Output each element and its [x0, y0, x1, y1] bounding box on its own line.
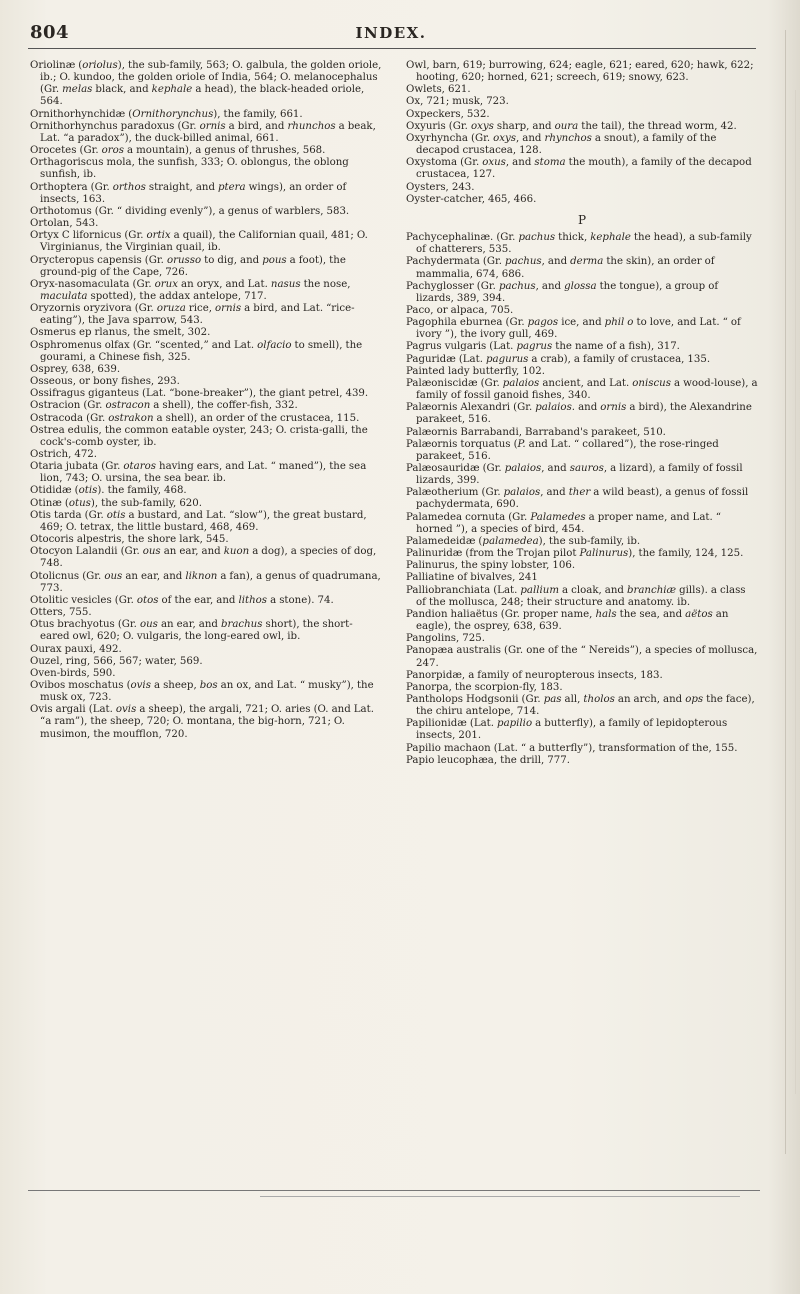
index-entry: Ourax pauxi, 492. — [30, 643, 122, 655]
index-entry: Palæornis Barrabandi, Barraband's parakeet, 510. — [406, 426, 666, 438]
section-letter-p: P — [577, 212, 587, 227]
index-entry: Otaria jubata (Gr. otaros having ears, and Lat. “ maned”), the sea lion, 743; O. ursina, the sea bear. ib. — [30, 461, 367, 485]
right-column-o-entries — [406, 60, 758, 206]
index-entry: Osseous, or bony fishes, 293. — [30, 376, 180, 388]
index-entry: Ornithorhynchus paradoxus (Gr. ornis a bird, and rhunchos a beak, Lat. “a paradox”), the duck-billed animal, 661. — [30, 120, 376, 144]
right-column-p-entries — [406, 232, 758, 767]
index-entry: Palamedeidæ (palamedea), the sub-family, ib. — [406, 535, 641, 547]
index-entry: Osphromenus olfax (Gr. “scented,” and Lat. olfacio to smell), the gourami, a Chinese fish, 325. — [30, 339, 363, 363]
index-entry: Ornithorhynchidæ (Ornithorynchus), the family, 661. — [30, 108, 303, 120]
index-entry: Panorpidæ, a family of neuropterous insects, 183. — [406, 669, 663, 681]
index-entry: Otters, 755. — [30, 607, 92, 619]
left-column — [30, 60, 382, 741]
index-entry: Orthagoriscus mola, the sunfish, 333; O. oblongus, the oblong sunfish, ib. — [30, 157, 349, 181]
index-columns — [30, 60, 760, 1180]
index-entry: Paco, or alpaca, 705. — [406, 304, 514, 316]
index-entry: Otocoris alpestris, the shore lark, 545. — [30, 534, 229, 546]
index-entry: Oryx-nasomaculata (Gr. orux an oryx, and Lat. nasus the nose, maculata spotted), the addax antelope, 717. — [30, 278, 351, 302]
index-entry: Oysters, 243. — [406, 181, 475, 193]
index-entry: Pachycephalinæ. (Gr. pachus thick, kephale the head), a sub-family of chatterers, 535. — [406, 232, 752, 256]
index-entry: Pangolins, 725. — [406, 633, 485, 645]
index-entry: Owlets, 621. — [406, 84, 471, 96]
index-entry: Otinæ (otus), the sub-family, 620. — [30, 497, 202, 509]
index-entry: Palinurus, the spiny lobster, 106. — [406, 560, 576, 572]
header-rule — [28, 48, 756, 49]
index-entry: Palæornis Alexandri (Gr. palaios. and ornis a bird), the Alexandrine parakeet, 516. — [406, 402, 752, 426]
index-entry: Papilionidæ (Lat. papilio a butterfly), a family of lepidopterous insects, 201. — [406, 718, 728, 742]
index-entry: Otus brachyotus (Gr. ous an ear, and brachus short), the short-eared owl, 620; O. vulgaris, the long-eared owl, ib. — [30, 619, 353, 643]
index-entry: Palæotherium (Gr. palaios, and ther a wild beast), a genus of fossil pachydermata, 690. — [406, 487, 749, 511]
index-entry: Palæoniscidæ (Gr. palaios ancient, and Lat. oniscus a wood-louse), a family of fossil ganoid fishes, 340. — [406, 377, 758, 402]
index-entry: Ox, 721; musk, 723. — [406, 96, 509, 108]
index-entry: Otolitic vesicles (Gr. otos of the ear, and lithos a stone). 74. — [30, 594, 334, 606]
index-entry: Ostracoda (Gr. ostrakon a shell), an order of the crustacea, 115. — [30, 412, 360, 424]
index-entry: Papilio machaon (Lat. “ a butterfly”), transformation of the, 155. — [406, 742, 738, 754]
index-entry: Ortolan, 543. — [30, 218, 99, 230]
index-entry: Oryzornis oryzivora (Gr. oruza rice, ornis a bird, and Lat. “rice-eating”), the Java sparrow, 543. — [30, 303, 355, 327]
index-entry: Otis tarda (Gr. otis a bustard, and Lat. “slow”), the great bustard, 469; O. tetrax, the little bustard, 468, 469. — [30, 509, 367, 533]
index-entry: Palæosauridæ (Gr. palaios, and sauros, a lizard), a family of fossil lizards, 399. — [406, 463, 743, 487]
index-entry: Pagrus vulgaris (Lat. pagrus the name of a fish), 317. — [406, 341, 680, 353]
index-entry: Palamedea cornuta (Gr. Palamedes a proper name, and Lat. “ horned ”), a species of bird, 454. — [406, 511, 721, 535]
index-entry: Ovibos moschatus (ovis a sheep, bos an ox, and Lat. “ musky”), the musk ox, 723. — [30, 679, 374, 704]
index-entry: Owl, barn, 619; burrowing, 624; eagle, 621; eared, 620; hawk, 622; hooting, 620; horned, 621; screech, 619; snowy, 623. — [406, 60, 754, 84]
index-entry: Ouzel, ring, 566, 567; water, 569. — [30, 655, 203, 667]
page-header — [22, 20, 760, 48]
index-entry: Palinuridæ (from the Trojan pilot Palinurus), the family, 124, 125. — [406, 548, 744, 560]
index-entry: Papio leucophæa, the drill, 777. — [406, 754, 570, 766]
index-entry: Ostrich, 472. — [30, 449, 98, 460]
index-entry: Panopæa australis (Gr. one of the “ Nereids”), a species of mollusca, 247. — [406, 645, 758, 669]
footer-rule — [28, 1190, 760, 1191]
index-entry: Oxyrhyncha (Gr. oxys, and rhynchos a snout), a family of the decapod crustacea, 128. — [406, 132, 717, 157]
right-column — [406, 60, 758, 767]
index-entry: Ostrea edulis, the common eatable oyster, 243; O. crista-galli, the cock's-comb oyster, ib. — [30, 424, 368, 448]
index-entry: Painted lady butterfly, 102. — [406, 365, 545, 377]
index-entry: Pantholops Hodgsonii (Gr. pas all, tholos an arch, and ops the face), the chiru antelope, 714. — [406, 693, 755, 718]
index-entry: Pandion haliaëtus (Gr. proper name, hals the sea, and aëtos an eagle), the osprey, 638, 639. — [406, 608, 729, 633]
index-entry: Panorpa, the scorpion-fly, 183. — [406, 681, 563, 693]
index-entry: Paguridæ (Lat. pagurus a crab), a family of crustacea, 135. — [406, 353, 711, 365]
index-entry: Orthoptera (Gr. orthos straight, and ptera wings), an order of insects, 163. — [30, 181, 347, 205]
index-entry: Pagophila eburnea (Gr. pagos ice, and phil o to love, and Lat. “ of ivory ”), the ivory gull, 469. — [406, 317, 741, 341]
index-entry: Osmerus ep rlanus, the smelt, 302. — [30, 327, 211, 339]
page-number: 804 — [30, 22, 70, 43]
index-entry: Palæornis torquatus (P. and Lat. “ collared”), the rose-ringed parakeet, 516. — [406, 438, 719, 462]
index-entry: Oven-birds, 590. — [30, 667, 116, 679]
index-entry: Orocetes (Gr. oros a mountain), a genus of thrushes, 568. — [30, 145, 326, 157]
index-entry: Ortyx C lifornicus (Gr. ortix a quail), the Californian quail, 481; O. Virginianus, the Virginian quail, ib. — [30, 230, 368, 254]
index-entry: Orthotomus (Gr. “ dividing evenly”), a genus of warblers, 583. — [30, 205, 350, 217]
running-title: INDEX. — [355, 24, 427, 42]
index-entry: Pachydermata (Gr. pachus, and derma the skin), an order of mammalia, 674, 686. — [406, 256, 715, 280]
page-edge — [785, 30, 786, 1154]
index-entry: Orycteropus capensis (Gr. orusso to dig, and pous a foot), the ground-pig of the Cape, 726. — [30, 254, 346, 278]
index-entry: Oxpeckers, 532. — [406, 108, 490, 120]
index-entry: Palliobranchiata (Lat. pallium a cloak, and branchiæ gills). a class of the mollusca, 248; their structure and anatomy. ib. — [406, 584, 746, 608]
index-entry: Palliatine of bivalves, 241 — [406, 572, 538, 584]
index-entry: Otocyon Lalandii (Gr. ous an ear, and kuon a dog), a species of dog, 748. — [30, 546, 377, 570]
page-edge-inner — [795, 90, 796, 1094]
index-entry: Ossifragus giganteus (Lat. “bone-breaker”), the giant petrel, 439. — [30, 388, 369, 400]
index-entry: Osprey, 638, 639. — [30, 363, 121, 375]
footer-rule-secondary — [260, 1196, 740, 1197]
index-entry: Ovis argali (Lat. ovis a sheep), the argali, 721; O. aries (O. and Lat. “a ram”), the sheep, 720; O. montana, the big-horn, 721; O. musimon, the moufflon, 720. — [30, 704, 374, 740]
index-entry: Oxystoma (Gr. oxus, and stoma the mouth), a family of the decapod crustacea, 127. — [406, 157, 752, 181]
index-entry: Oriolinæ (oriolus), the sub-family, 563; O. galbula, the golden oriole, ib.; O. kundoo, the golden oriole of India, 564; O. melanocephalus (Gr. melas black, and kephale a head), the black-headed oriole, 564. — [30, 60, 382, 108]
index-entry: Otolicnus (Gr. ous an ear, and liknon a fan), a genus of quadrumana, 773. — [30, 570, 381, 594]
index-entry: Oxyuris (Gr. oxys sharp, and oura the tail), the thread worm, 42. — [406, 120, 737, 132]
index-entry: Pachyglosser (Gr. pachus, and glossa the tongue), a group of lizards, 389, 394. — [406, 280, 719, 304]
index-entry: Otididæ (otis). the family, 468. — [30, 485, 187, 497]
index-entry: Ostracion (Gr. ostracon a shell), the coffer-fish, 332. — [30, 400, 298, 412]
index-entry: Oyster-catcher, 465, 466. — [406, 193, 537, 205]
